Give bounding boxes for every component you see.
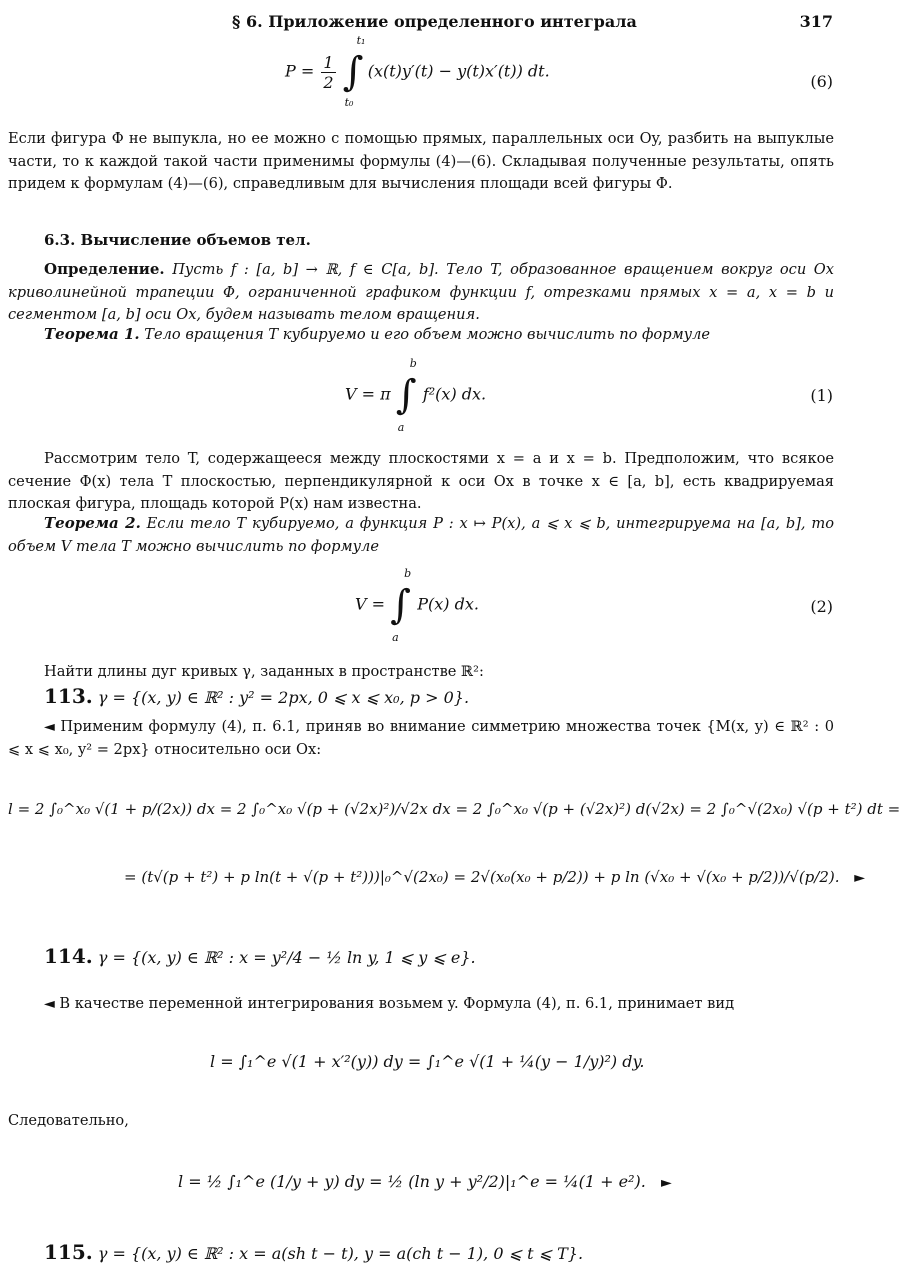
problem-115 [44,1240,583,1264]
problem-113-line-2-text: = (t√(p + t²) + p ln(t + √(p + t²)))|₀^√(2x₀) = 2√(x₀(x₀ + p/2)) + p ln (√x₀ + √(x₀ + p/2))/√(p/2). [124,868,840,886]
integral-sign: ∫ b a [390,567,412,644]
problem-113-derivation-line-1: l = 2 ∫₀^x₀ √(1 + p/(2x)) dx = 2 ∫₀^x₀ √(p + (√2x)²)/√2x dx = 2 ∫₀^x₀ √(p + (√2x)²) d(√2x) = 2 ∫₀^√(2x₀) √(p + t²) dt = [8,800,900,818]
formula-2-lhs: V = [355,594,386,614]
page-number: 317 [799,12,833,31]
definition-label: Определение. [44,260,165,278]
theorem-1 [8,323,834,347]
theorem-1-label: Теорема 1. [44,325,140,343]
integral-sign: ∫ b a [395,357,417,434]
problem-113-derivation-line-2 [124,868,865,886]
problem-114-solution [8,993,834,1016]
definition-text: Пусть f : [a, b] → ℝ, f ∈ C[a, b]. Тело T, образованное вращением вокруг оси Ox криволинейной трапеции Φ, ограниченной графиком функции f, отрезками прямых x = a, x = b и сегментом [a, b] оси Ox, будем называть телом вращения. [8,261,835,323]
problem-113 [44,684,469,708]
end-marker-icon: ► [854,870,866,886]
formula-1-integrand: f²(x) dx. [422,384,487,404]
start-marker-icon: ◄ [44,719,55,735]
paragraph-cross-section: Рассмотрим тело T, содержащееся между плоскостями x = a и x = b. Предположим, что всякое сечение Φ(x) тела T плоскостью, перпендикулярной к оси Ox в точке x ∈ [a, b], есть квадрируемая плоская фигура, площадь которой P(x) нам известна. [8,450,834,512]
problem-113-number: 113. [44,684,93,708]
problem-113-solution-text: Применим формулу (4), п. 6.1, приняв во внимание симметрию множества точек {M(x, y) ∈ ℝ² : 0 ⩽ x ⩽ x₀, y² = 2px} относительно оси Ox: [8,718,835,758]
theorem-2-text: Если тело T кубируемо, а функция P : x ↦ P(x), a ⩽ x ⩽ b, интегрируема на [a, b], то объем V тела T можно вычислить по формуле [8,515,834,555]
paragraph-nonconvex: Если фигура Φ не выпукла, но ее можно с помощью прямых, параллельных оси Oy, разбить на выпуклые части, то к каждой такой части применимы формулы (4)—(6). Складывая полученные результаты, опять придем к формулам (4)—(6), справедливым для вычисления площади всей фигуры Φ. [8,130,834,192]
formula-6-integrand: (x(t)y′(t) − y(t)x′(t)) dt. [367,61,550,81]
problem-113-solution [8,716,834,761]
problem-113-statement: γ = {(x, y) ∈ ℝ² : y² = 2px, 0 ⩽ x ⩽ x₀, p > 0}. [97,688,470,707]
definition-block [8,258,834,327]
formula-1-lhs: V = π [345,384,391,404]
running-title: § 6. Приложение определенного интеграла [232,12,637,31]
problem-114-statement: γ = {(x, y) ∈ ℝ² : x = y²/4 − ½ ln y, 1 ⩽ y ⩽ e}. [97,948,476,967]
start-marker-icon: ◄ [44,996,55,1012]
task-intro: Найти длины дуг кривых γ, заданных в пространстве ℝ²: [44,663,484,680]
formula-1 [345,357,487,434]
integral-sign: ∫ t₁ t₀ [342,34,366,109]
theorem-2-label: Теорема 2. [44,514,141,532]
section-heading: 6.3. Вычисление объемов тел. [44,231,311,249]
problem-114-number: 114. [44,944,93,968]
formula-6-half: $\frac{1}{2}$ [323,52,334,92]
problem-114-solution-text: В качестве переменной интегрирования возьмем y. Формула (4), п. 6.1, принимает вид [59,995,735,1012]
problem-114-result [178,1172,672,1191]
problem-115-number: 115. [44,1240,93,1264]
problem-115-statement: γ = {(x, y) ∈ ℝ² : x = a(sh t − t), y = a(ch t − 1), 0 ⩽ t ⩽ T}. [97,1244,584,1263]
problem-114 [44,944,476,968]
problem-114-hence: Следовательно, [8,1112,129,1129]
formula-6 [285,34,550,109]
formula-6-number: (6) [810,72,833,91]
formula-1-number: (1) [810,386,833,405]
end-marker-icon: ► [660,1175,672,1191]
problem-114-result-text: l = ½ ∫₁^e (1/y + y) dy = ½ (ln y + y²/2)|₁^e = ¼(1 + e²). [178,1172,646,1191]
theorem-2 [8,512,834,558]
theorem-1-text: Тело вращения T кубируемо и его объем можно вычислить по формуле [144,326,711,343]
formula-6-lhs: P = [285,61,315,81]
problem-114-arc-length-formula: l = ∫₁^e √(1 + x′²(y)) dy = ∫₁^e √(1 + ¼(y − 1/y)²) dy. [210,1052,645,1071]
formula-2-number: (2) [810,597,833,616]
formula-2 [355,567,479,644]
formula-2-integrand: P(x) dx. [417,594,479,614]
